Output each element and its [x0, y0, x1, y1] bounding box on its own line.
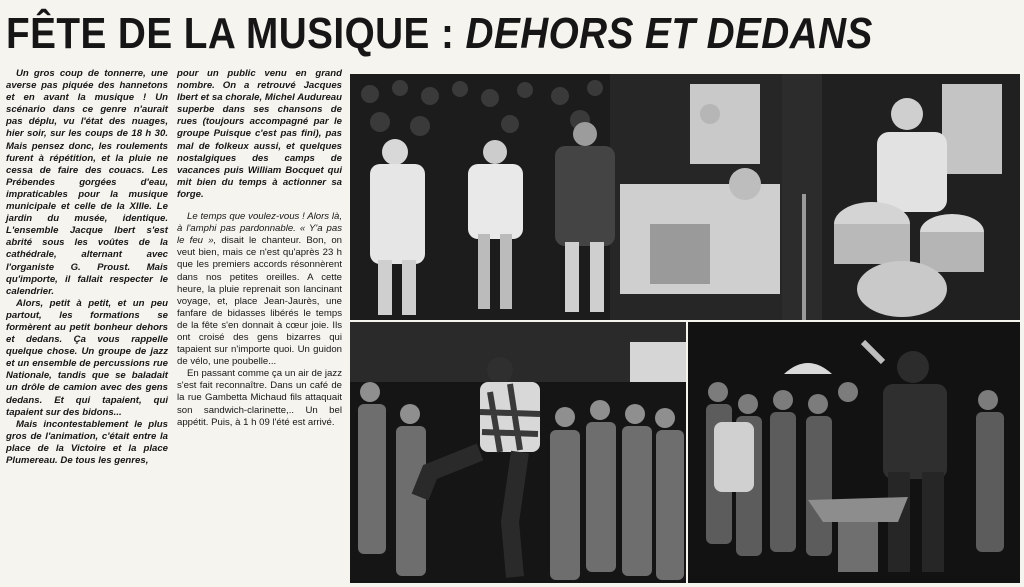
- column2-paragraph-2-italic: Le temps que voulez-vous ! Alors là, à l'amphi pas pardonnable. « Y'a pas le feu »,: [177, 211, 342, 247]
- column1-paragraph-3: Mais incontestablement le plus gros de l'animation, c'était entre la place de la Victoire et la place Plumereau. De tous les genres,: [6, 418, 168, 466]
- photo-dancers-crowd: [350, 74, 782, 320]
- photo-jumping-performer: [350, 322, 686, 583]
- headline-part2: DEHORS ET DEDANS: [465, 9, 873, 58]
- column2-paragraph-3: En passant comme ça un air de jazz s'est fait reconnaître. Dans un café de la rue Gambetta Michaud fils attaquait son sandwich-clarinette,.. Un bel appétit. Puis, à 1 h 09 l'été est arrivé.: [177, 368, 342, 428]
- photo-blacksmith-forge: [688, 322, 1020, 583]
- headline-part1: FÊTE DE LA MUSIQUE :: [6, 9, 466, 58]
- article-column-2: [177, 68, 342, 428]
- headline: [6, 6, 897, 62]
- column2-paragraph-1: pour un public venu en grand nombre. On a retrouvé Jacques Ibert et sa chorale, Michel Audureau superbe dans ses chansons de rues (toujours accompagné par le groupe Puisque c'est pas fini), pas mal de folkeux aussi, et quelques nostalgiques des camps de vacances puis William Bocquet qui mit bien du temps à actionner sa forge.: [177, 68, 342, 200]
- column2-paragraph-2: [177, 211, 342, 368]
- article-column-1: [6, 68, 168, 466]
- column2-paragraph-2-roman: disait le chanteur. Bon, on veut bien, mais ce n'est qu'après 23 h que les premiers accords résonnèrent dans nos petites oreilles. A cette heure, la pluie reprenait son lancinant voyage, et, place Jean-Jaurès, une fanfare de bidasses libérés le temps de la fête s'en donnait à cœur joie. Ils ont croisé des gens bizarres qui tapaient sur n'importe quoi. Un guidon de vélo, une poubelle...: [177, 235, 342, 368]
- column1-paragraph-1: Un gros coup de tonnerre, une averse pas piquée des hannetons et en avant la musique ! Un scénario dans ce genre n'aurait pas déplu, vu l'état des nuages, hier soir, sur les coups de 18 h 30. Mais pensez donc, les roulements furent à répétition, et la pluie ne cessa de faire des couacs. Les Prébendes gorgées d'eau, impraticables pour la musique municipale et celle de la XIIIe. Le jardin du musée, identique. L'ensemble Jacque Ibert s'est abrité sous les voûtes de la cathédrale, alternant avec l'organiste G. Proust. Mais qu'importe, il fallait respecter le calendrier.: [6, 68, 168, 297]
- column1-paragraph-2: Alors, petit à petit, et un peu partout, les formations se formèrent au petit bonheur dehors et dedans. Ça vous rappelle quelque chose. Un groupe de jazz et un ensemble de percussions rue Nationale, tandis que se baladait un drôle de camion avec des gens dedans. Et qui tapaient, qui tapaient sur des bidons...: [6, 297, 168, 418]
- photo-drummer: [782, 74, 1020, 320]
